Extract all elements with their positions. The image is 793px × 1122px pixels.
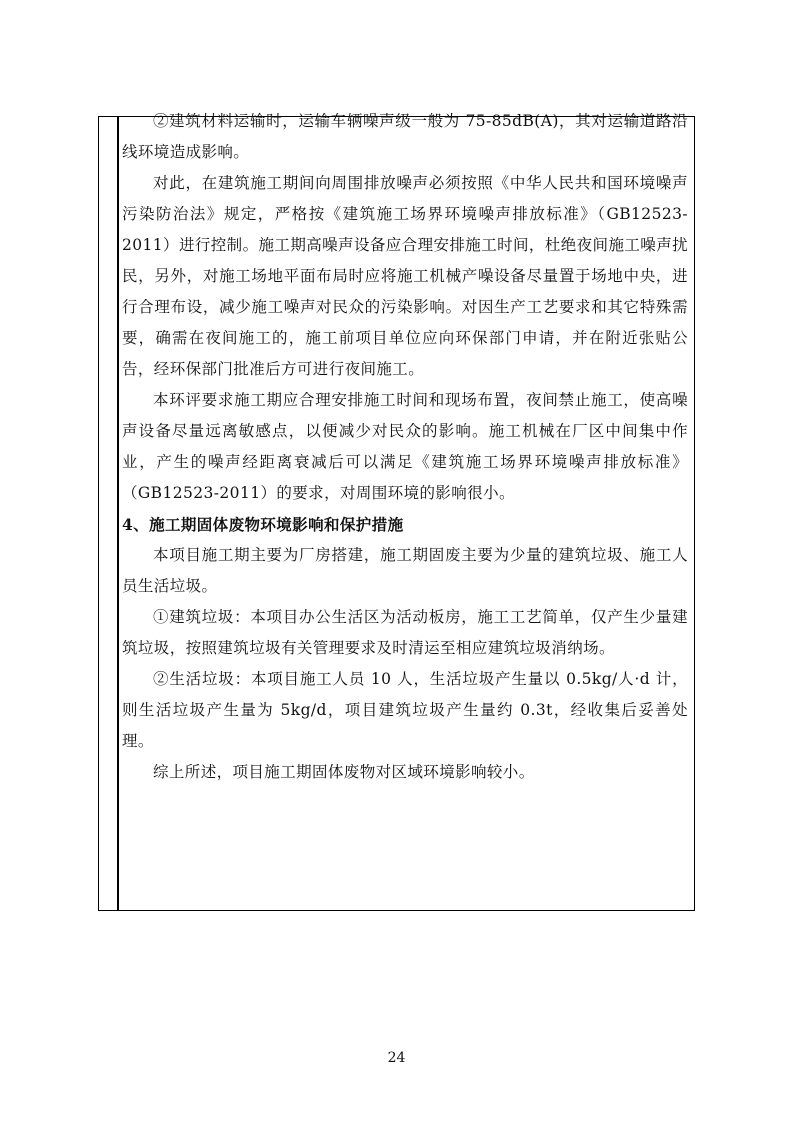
section-heading: 4、施工期固体废物环境影响和保护措施 <box>122 515 404 534</box>
table-column-divider <box>117 116 119 911</box>
paragraph-transport-noise: ②建筑材料运输时，运输车辆噪声级一般为 75-85dB(A)，其对运输道路沿线环境造成影响。 <box>122 112 688 161</box>
paragraph-domestic-waste: ②生活垃圾：本项目施工人员 10 人，生活垃圾产生量以 0.5kg/人·d 计，则生活垃圾产生量为 5kg/d，项目建筑垃圾产生量约 0.3t，经收集后妥善处理。 <box>122 670 689 750</box>
paragraph-noise-control: 对此，在建筑施工期间向周围排放噪声必须按照《中华人民共和国环境噪声污染防治法》规定，严格按《建筑施工场界环境噪声排放标准》（GB12523-2011）进行控制。施工期高噪声设备应合理安排施工时间，杜绝夜间施工噪声扰民，另外，对施工场地平面布局时应将施工机械产噪设备尽量置于场地中央，进行合理布设，减少施工噪声对民众的污染影响。对因生产工艺要求和其它特殊需要，确需在夜间施工的，施工前项目单位应向环保部门申请，并在附近张贴公告，经环保部门批准后方可进行夜间施工。 <box>122 174 688 378</box>
paragraph-eia-requirement: 本环评要求施工期应合理安排施工时间和现场布置，夜间禁止施工，使高噪声设备尽量远离敏感点，以便减少对民众的影响。施工机械在厂区中间集中作业，产生的噪声经距离衰减后可以满足《建筑施工场界环境噪声排放标准》（GB12523-2011）的要求，对周围环境的影响很小。 <box>122 391 688 502</box>
paragraph-conclusion: 综上所述，项目施工期固体废物对区域环境影响较小。 <box>153 763 535 781</box>
page-number: 24 <box>387 1050 406 1066</box>
paragraph-solid-waste-intro: 本项目施工期主要为厂房搭建，施工期固废主要为少量的建筑垃圾、施工人员生活垃圾。 <box>122 546 688 595</box>
paragraph-construction-waste: ①建筑垃圾：本项目办公生活区为活动板房，施工工艺简单，仅产生少量建筑垃圾，按照建筑垃圾有关管理要求及时清运至相应建筑垃圾消纳场。 <box>122 608 688 657</box>
table-content-cell <box>122 106 688 788</box>
